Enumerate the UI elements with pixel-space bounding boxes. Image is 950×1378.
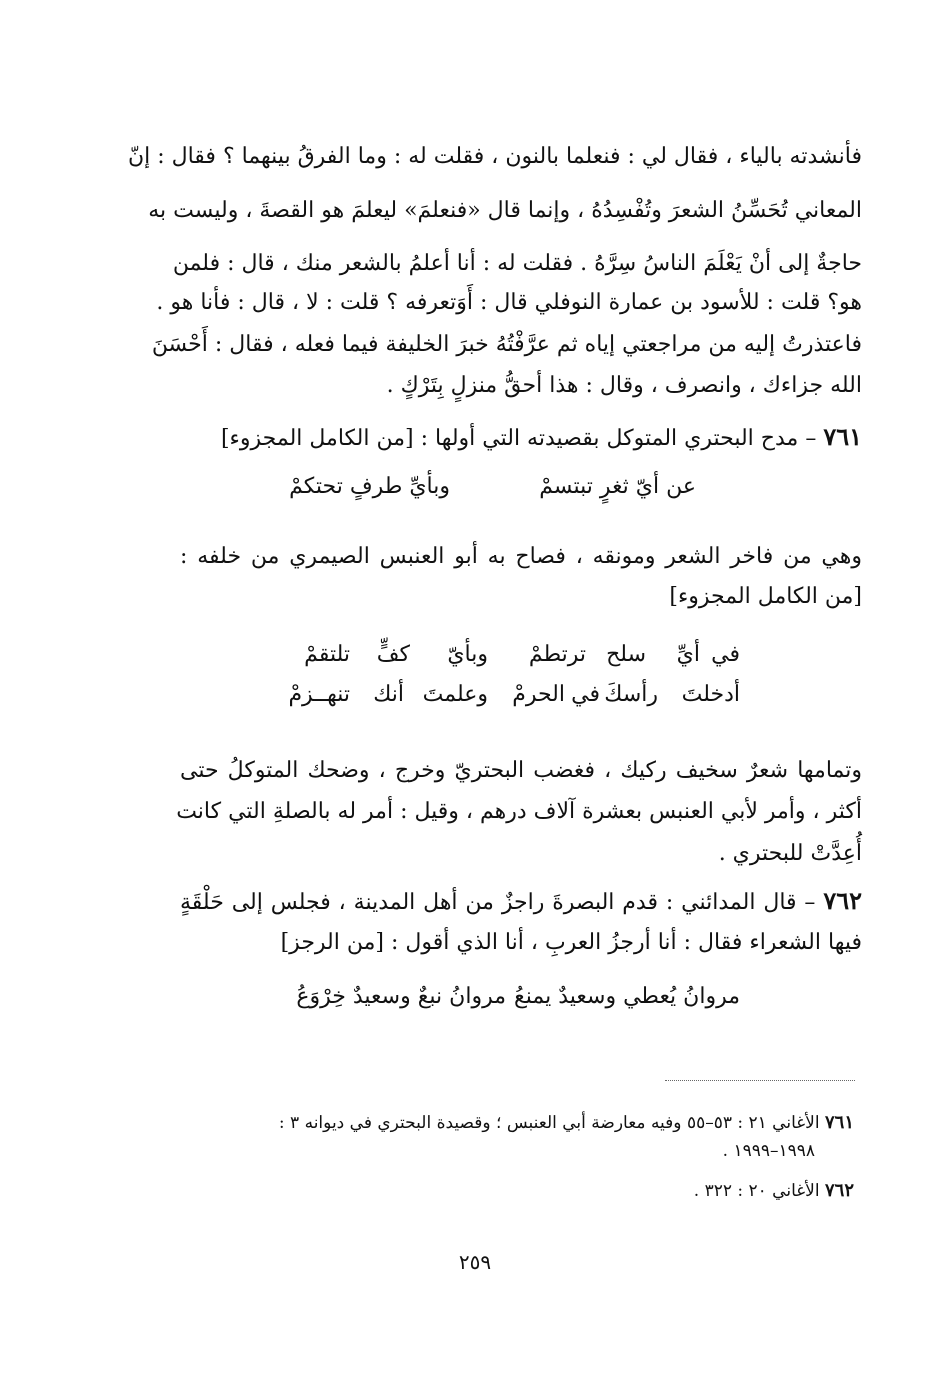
footnote-continuation: ١٩٩٨–١٩٩٩ . bbox=[722, 1141, 815, 1161]
body-line: الله جزاءك ، وانصرف ، وقال : هذا أحقُّ منزلٍ بِتَرْكٍ . bbox=[386, 373, 862, 398]
body-line: هو؟ قلت : للأسود بن عمارة النوفلي قال : أَوَتعرفه ؟ قلت : لا ، قال : فأنا هو . bbox=[156, 290, 862, 315]
verse-word: أدخلتَ bbox=[681, 682, 740, 707]
verse-line bbox=[0, 476, 950, 506]
body-line: أُعِدَّتْ للبحتري . bbox=[718, 841, 862, 866]
verse-word: أنك bbox=[373, 682, 404, 707]
verse-word: وعلمتَ bbox=[422, 682, 488, 707]
verse-word: ترتطمْ bbox=[528, 642, 586, 667]
page-number: ٢٥٩ bbox=[458, 1250, 492, 1274]
verse-line bbox=[0, 644, 950, 674]
footnote-761 bbox=[180, 1114, 854, 1132]
verse-line bbox=[0, 986, 950, 1016]
body-line: فاعتذرتُ إليه من مراجعتي إياه ثم عرَّفْتُهُ خبرَ الخليفة فيما فعله ، فقال : أَحْسَنَ bbox=[151, 332, 862, 357]
verse-word: في bbox=[711, 642, 740, 667]
entry-762-heading bbox=[180, 886, 862, 915]
entry-number: ٧٦١ bbox=[823, 422, 862, 451]
footnote-number: ٧٦٢ bbox=[824, 1180, 854, 1201]
verse-word: سلح bbox=[606, 642, 646, 667]
verse-hemistich-second: وبأيِّ طرفٍ تحتكمْ bbox=[289, 474, 450, 499]
body-line: حاجةٌ إلى أنْ يَعْلَمَ الناسُ سِرَّهُ . فقلت له : أنا أعلمُ بالشعر منك ، قال : فلمن bbox=[172, 251, 862, 276]
body-line: أكثر ، وأمر لأبي العنبس بعشرة آلاف درهم ، وقيل : أمر له بالصلةِ التي كانت bbox=[176, 799, 862, 824]
entry-text: – مدح البحتري المتوكل بقصيدته التي أولها : [من الكامل المجزوء] bbox=[220, 426, 817, 451]
verse-word: تنهــزمْ bbox=[288, 682, 350, 707]
verse-word: وبأيّ bbox=[447, 642, 488, 667]
verse-line bbox=[0, 684, 950, 714]
body-line: فأنشدته بالياء ، فقال لي : فنعلما بالنون ، فقلت له : وما الفرقُ بينهما ؟ فقال : إنّ bbox=[127, 144, 862, 169]
verse-word: الحرمْ bbox=[512, 682, 565, 707]
meter-label: [من الكامل المجزوء] bbox=[669, 584, 862, 609]
verse-word: في bbox=[571, 682, 600, 707]
verse-word: تلتقمْ bbox=[304, 642, 350, 667]
verse-word: أيِّ bbox=[676, 642, 700, 667]
footnote-text: الأغاني ٢٠ : ٣٢٢ . bbox=[693, 1181, 820, 1201]
entry-number: ٧٦٢ bbox=[823, 886, 862, 915]
verse-word: كفٍّ bbox=[376, 642, 410, 667]
verse-hemistich-first: عن أيّ ثغرٍ تبتسمْ bbox=[539, 474, 696, 499]
footnote-number: ٧٦١ bbox=[824, 1112, 854, 1133]
body-line: المعاني تُحَسِّنُ الشعرَ وتُفْسِدُهُ ، وإنما قال «فنعلمَ» ليعلمَ هو القصةَ ، وليست به bbox=[148, 198, 862, 223]
footnote-separator bbox=[665, 1080, 855, 1081]
footnote-text: الأغاني ٢١ : ٥٣–٥٥ وفيه معارضة أبي العنبس ؛ وقصيدة البحتري في ديوانه ٣ : bbox=[278, 1113, 820, 1133]
verse-hemistich-first: مروانُ يُعطي وسعيدٌ يمنعُ bbox=[514, 984, 740, 1009]
verse-word: رأسكَ bbox=[604, 682, 658, 707]
body-line: فيها الشعراء فقال : أنا أرجزُ العربِ ، أنا الذي أقول : [من الرجز] bbox=[280, 930, 862, 955]
body-line: وهي من فاخر الشعر ومونقه ، فصاح به أبو العنبس الصيمري من خلفه : bbox=[180, 544, 862, 569]
footnote-762 bbox=[180, 1182, 854, 1200]
body-line: وتمامها شعرٌ سخيف ركيك ، فغضب البحتريّ وخرج ، وضحك المتوكلُ حتى bbox=[180, 758, 862, 783]
verse-hemistich-second: مروانُ نبعٌ وسعيدٌ خِرْوَعُ bbox=[296, 984, 506, 1009]
entry-761-heading bbox=[180, 422, 862, 451]
entry-text: – قال المدائني : قدم البصرةَ راجزٌ من أهل المدينة ، فجلس إلى حَلْقَةٍ bbox=[180, 890, 816, 915]
